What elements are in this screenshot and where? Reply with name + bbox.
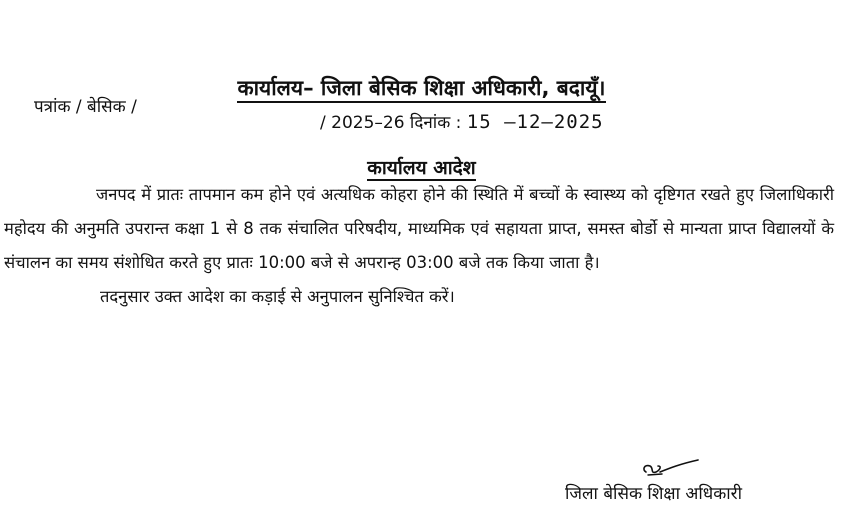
- order-date: 15 –12–2025: [466, 111, 604, 133]
- order-body: [4, 178, 834, 314]
- reference-date-line: [320, 110, 604, 133]
- reference-number-prefix: पत्रांक / बेसिक /: [34, 97, 137, 117]
- order-paragraph-2: तदनुसार उक्त आदेश का कड़ाई से अनुपालन सुनिश्चित करें।: [100, 287, 455, 306]
- order-heading: कार्यालय आदेश: [367, 157, 476, 179]
- handwritten-signature: [640, 458, 700, 482]
- office-title: कार्यालय– जिला बेसिक शिक्षा अधिकारी, बदायूँ।: [0, 74, 843, 102]
- reference-number-suffix: / 2025–26 दिनांक :: [320, 113, 462, 133]
- order-paragraph-1: जनपद में प्रातः तापमान कम होने एवं अत्यधिक कोहरा होने की स्थिति में बच्चों के स्वास्थ्य को दृष्टिगत रखते हुए जिलाधिकारी महोदय की अनुमति उपरान्त कक्षा 1 से 8 तक संचालित परिषदीय, माध्यमिक एवं सहायता प्राप्त, समस्त बोर्डो से मान्यता प्राप्त विद्यालयों के संचालन का समय संशोधित करते हुए प्रातः 10:00 बजे से अपरान्ह 03:00 बजे तक किया जाता है।: [4, 185, 834, 272]
- signatory-designation: जिला बेसिक शिक्षा अधिकारी: [565, 484, 743, 504]
